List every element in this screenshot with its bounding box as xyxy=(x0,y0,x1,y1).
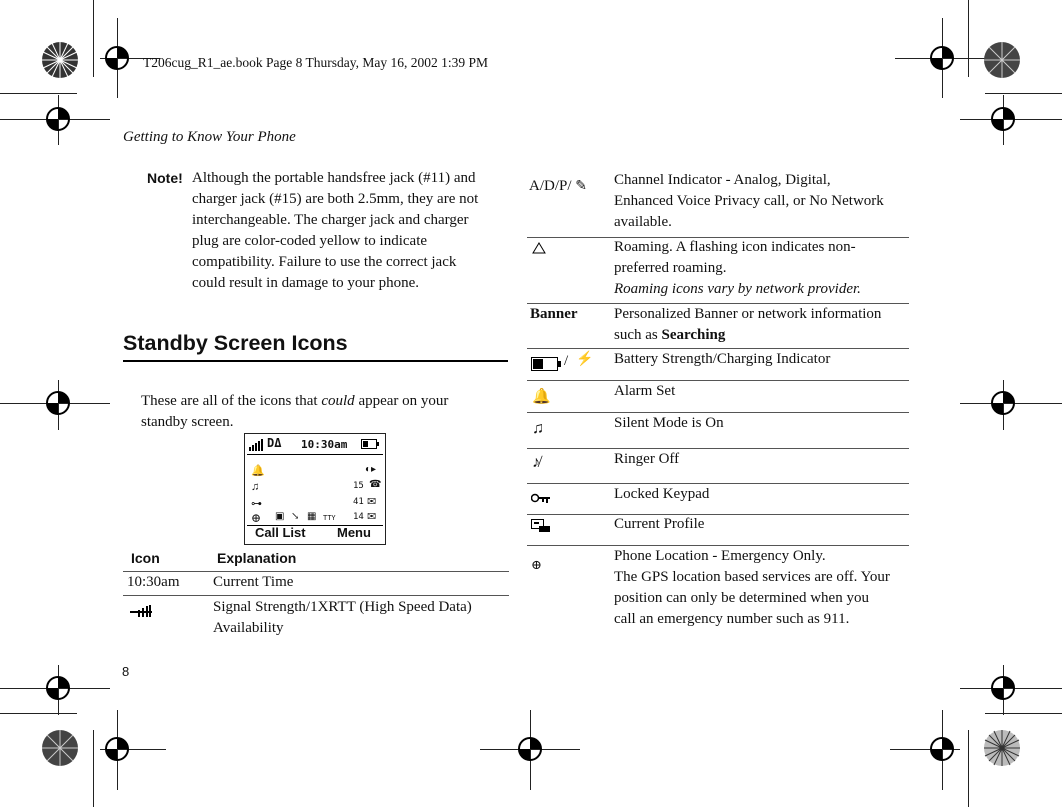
softkey-right: Menu xyxy=(337,525,371,540)
starburst-icon xyxy=(40,728,80,768)
icon-cell-time: 10:30am xyxy=(127,574,180,590)
registration-target-icon xyxy=(988,388,1018,418)
note-line: charger jack (#15) are both 2.5mm, they are not xyxy=(192,191,479,207)
speaker-icon: ◐▸ xyxy=(365,464,377,475)
note-label: Note! xyxy=(147,170,183,186)
explanation-line: Availability xyxy=(213,620,284,636)
intro-before: These are all of the icons that xyxy=(141,393,322,409)
registration-target-icon xyxy=(43,673,73,703)
silent-note-icon: ♫ xyxy=(532,420,544,437)
explanation-current-time: Current Time xyxy=(213,574,294,590)
explanation-signal xyxy=(213,597,509,639)
no-network-icon: ✎ xyxy=(575,179,587,194)
explanation-location xyxy=(614,546,910,630)
explanation-line: The GPS location based services are off. Your xyxy=(614,569,890,585)
charging-plug-icon: ⚡ xyxy=(576,352,594,367)
table-rule xyxy=(527,514,909,515)
note-line: Although the portable handsfree jack (#11) and xyxy=(192,170,476,186)
explanation-ringer-off: Ringer Off xyxy=(614,451,680,467)
explanation-line: Phone Location - Emergency Only. xyxy=(614,548,826,564)
silent-note-icon: ♫ xyxy=(251,481,260,493)
starburst-icon xyxy=(40,40,80,80)
explanation-banner xyxy=(614,304,910,346)
phone-count-15: 15 xyxy=(353,481,364,491)
registration-target-icon xyxy=(988,104,1018,134)
col-head-explanation: Explanation xyxy=(217,550,297,566)
banner-prefix: such as xyxy=(614,327,662,343)
intro-emphasis: could xyxy=(321,393,355,409)
starburst-icon xyxy=(982,40,1022,80)
note-line: could result in damage to your phone. xyxy=(192,275,420,291)
key-icon: ⊶ xyxy=(251,498,262,510)
explanation-locked: Locked Keypad xyxy=(614,486,710,502)
registration-target-icon xyxy=(988,673,1018,703)
profile-icon: ▣ xyxy=(275,511,285,522)
alarm-bell-icon: 🔔 xyxy=(532,389,551,405)
explanation-line: Roaming. A flashing icon indicates non- xyxy=(614,239,856,255)
signal-bars-icon xyxy=(249,439,267,451)
profile-icon xyxy=(531,519,551,533)
table-rule xyxy=(527,483,909,484)
banner-searching: Searching xyxy=(661,327,726,343)
battery-icon xyxy=(531,357,561,371)
battery-slash: / xyxy=(564,353,569,369)
registration-target-icon xyxy=(515,734,545,764)
registration-target-icon xyxy=(43,388,73,418)
registration-target-icon xyxy=(102,43,132,73)
explanation-line: Enhanced Voice Privacy call, or No Network xyxy=(614,193,884,209)
tty-label: TTY xyxy=(323,514,336,522)
explanation-silent: Silent Mode is On xyxy=(614,415,724,431)
starburst-icon xyxy=(982,728,1022,768)
call-question-icon: ☎ xyxy=(369,479,382,490)
note-text xyxy=(192,168,512,294)
channel-letters: A/D/P/ xyxy=(529,178,572,194)
phone-standby-screen xyxy=(244,433,386,545)
table-rule xyxy=(123,595,509,596)
registration-target-icon xyxy=(102,734,132,764)
note-line: interchangeable. The charger jack and charger xyxy=(192,212,469,228)
col-head-icon: Icon xyxy=(131,550,160,566)
location-crosshair-icon: ⊕ xyxy=(251,511,262,525)
table-rule xyxy=(123,571,509,572)
file-info-slug: T206cug_R1_ae.book Page 8 Thursday, May 16, 2002 1:39 PM xyxy=(143,55,488,70)
envelope-icon: ✉ xyxy=(367,496,377,508)
softkey-left: Call List xyxy=(255,525,306,540)
section-title: Standby Screen Icons xyxy=(123,331,348,355)
icon-cell-channel xyxy=(529,176,587,197)
phone-count-14: 14 xyxy=(353,512,364,522)
explanation-channel xyxy=(614,170,910,233)
voicemail-icon: ▦ xyxy=(307,511,317,522)
intro-after: appear on your xyxy=(354,393,449,409)
explanation-line: position can only be determined when you xyxy=(614,590,869,606)
intro-text xyxy=(141,391,501,433)
registration-target-icon xyxy=(43,104,73,134)
running-head: Getting to Know Your Phone xyxy=(123,129,296,145)
missed-call-icon: ↘ xyxy=(291,511,300,522)
note-line: compatibility. Failure to use the correct jack xyxy=(192,254,457,270)
explanation-line: call an emergency number such as 911. xyxy=(614,611,850,627)
ringer-off-icon: ♪̸ xyxy=(532,454,540,471)
table-rule xyxy=(527,380,909,381)
explanation-line: Signal Strength/1XRTT (High Speed Data) xyxy=(213,599,472,615)
page-number: 8 xyxy=(122,664,130,679)
intro-line2: standby screen. xyxy=(141,414,234,430)
registration-target-icon xyxy=(927,43,957,73)
location-crosshair-icon: ⊕ xyxy=(531,557,542,572)
phone-time: 10:30am xyxy=(301,438,348,451)
explanation-alarm: Alarm Set xyxy=(614,383,676,399)
explanation-italic-note: Roaming icons vary by network provider. xyxy=(614,281,861,297)
battery-icon xyxy=(361,439,379,449)
key-icon xyxy=(531,492,551,504)
explanation-line: Channel Indicator - Analog, Digital, xyxy=(614,172,831,188)
phone-indicator-letters: DΔ xyxy=(267,436,282,450)
explanation-profile: Current Profile xyxy=(614,516,705,532)
icon-cell-banner: Banner xyxy=(530,306,578,322)
phone-count-41: 41 xyxy=(353,497,364,507)
roaming-triangle-icon xyxy=(532,242,546,254)
explanation-battery: Battery Strength/Charging Indicator xyxy=(614,351,831,367)
explanation-line: Personalized Banner or network information xyxy=(614,306,882,322)
explanation-line: available. xyxy=(614,214,672,230)
table-rule xyxy=(527,448,909,449)
registration-target-icon xyxy=(927,734,957,764)
explanation-line: preferred roaming. xyxy=(614,260,727,276)
note-line: plug are color-coded yellow to indicate xyxy=(192,233,428,249)
explanation-roaming xyxy=(614,237,910,300)
alarm-bell-icon: 🔔 xyxy=(251,465,265,477)
signal-bars-icon xyxy=(130,605,152,617)
envelope-icon: ✉ xyxy=(367,511,377,523)
section-rule xyxy=(123,360,508,362)
